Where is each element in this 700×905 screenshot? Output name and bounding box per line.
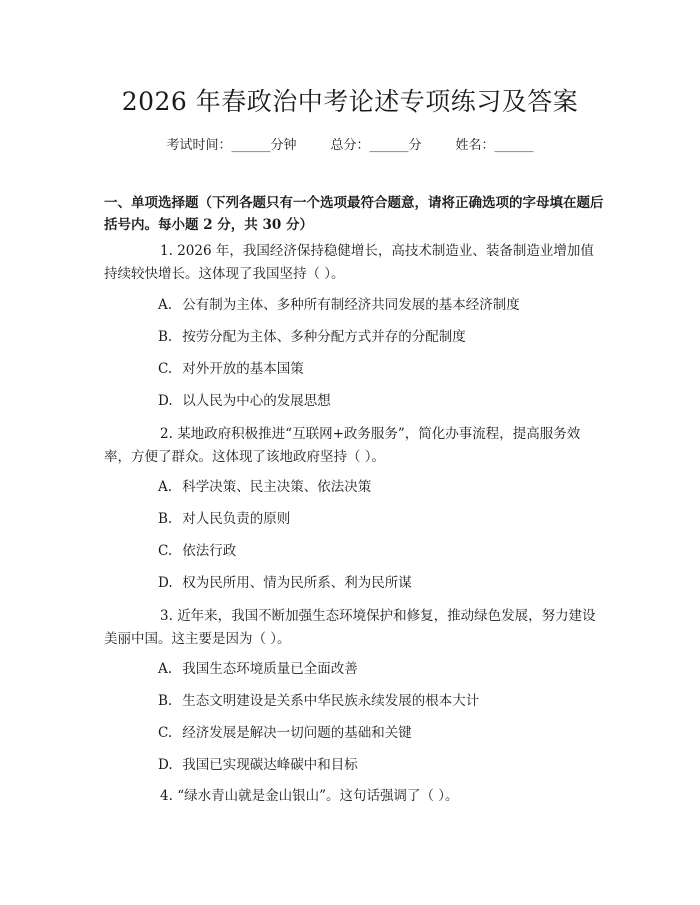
question-number: 3. bbox=[160, 608, 173, 624]
question-1-option-c bbox=[158, 359, 598, 379]
option-letter: C. bbox=[158, 725, 173, 741]
option-text: 科学决策、民主决策、依法决策 bbox=[182, 479, 372, 495]
option-text: 对人民负责的原则 bbox=[182, 511, 291, 527]
option-letter: B. bbox=[158, 693, 173, 709]
question-text: 2026 年，我国经济保持稳健增长，高技术制造业、装备制造业增加值持续较快增长。这体现了我国坚持（ ）。 bbox=[104, 243, 594, 282]
option-letter: A. bbox=[158, 661, 173, 677]
question-number: 2. bbox=[160, 426, 173, 442]
question-2 bbox=[104, 423, 600, 469]
question-3 bbox=[104, 605, 600, 651]
exam-name-label: 姓名：______ bbox=[455, 138, 534, 153]
exam-time-label: 考试时间：______分钟 bbox=[166, 138, 297, 153]
question-text: “绿水青山就是金山银山”。这句话强调了（ ）。 bbox=[177, 788, 459, 804]
option-letter: B. bbox=[158, 329, 173, 345]
document-title: 2026 年春政治中考论述专项练习及答案 bbox=[121, 87, 579, 116]
option-text: 以人民为中心的发展思想 bbox=[182, 393, 331, 409]
question-2-option-c bbox=[158, 541, 598, 561]
question-1-option-a bbox=[158, 295, 598, 315]
option-text: 经济发展是解决一切问题的基础和关键 bbox=[182, 725, 412, 741]
question-2-option-b bbox=[158, 509, 598, 529]
option-letter: C. bbox=[158, 361, 173, 377]
option-text: 对外开放的基本国策 bbox=[182, 361, 304, 377]
question-text: 近年来，我国不断加强生态环境保护和修复，推动绿色发展，努力建设美丽中国。这主要是因为（ ）。 bbox=[104, 608, 596, 647]
exam-score-label: 总分：______分 bbox=[330, 138, 422, 153]
option-letter: C. bbox=[158, 543, 173, 559]
question-3-option-c bbox=[158, 723, 598, 743]
question-1 bbox=[104, 240, 600, 286]
option-letter: D. bbox=[158, 575, 173, 591]
question-3-option-b bbox=[158, 691, 598, 711]
option-text: 生态文明建设是关系中华民族永续发展的根本大计 bbox=[182, 693, 480, 709]
exam-info bbox=[0, 134, 700, 153]
option-letter: A. bbox=[158, 297, 173, 313]
option-letter: D. bbox=[158, 393, 173, 409]
question-3-option-a bbox=[158, 659, 598, 679]
option-text: 我国生态环境质量已全面改善 bbox=[182, 661, 358, 677]
option-text: 公有制为主体、多种所有制经济共同发展的基本经济制度 bbox=[182, 297, 520, 313]
question-3-option-d bbox=[158, 755, 598, 775]
question-4 bbox=[104, 785, 600, 808]
question-1-option-b bbox=[158, 327, 598, 347]
option-text: 依法行政 bbox=[182, 543, 237, 559]
question-text: 某地政府积极推进“互联网+政务服务”，简化办事流程，提高服务效率，方便了群众。这体现了该地政府坚持（ ）。 bbox=[104, 426, 581, 465]
option-text: 按劳分配为主体、多种分配方式并存的分配制度 bbox=[182, 329, 466, 345]
question-2-option-d bbox=[158, 573, 598, 593]
question-1-option-d bbox=[158, 391, 598, 411]
question-2-option-a bbox=[158, 477, 598, 497]
option-letter: D. bbox=[158, 757, 173, 773]
option-letter: B. bbox=[158, 511, 173, 527]
option-letter: A. bbox=[158, 479, 173, 495]
section-heading: 一、单项选择题（下列各题只有一个选项最符合题意，请将正确选项的字母填在题后括号内。每小题 2 分，共 30 分） bbox=[104, 195, 604, 233]
question-number: 1. bbox=[160, 243, 173, 259]
option-text: 权为民所用、情为民所系、利为民所谋 bbox=[182, 575, 412, 591]
option-text: 我国已实现碳达峰碳中和目标 bbox=[182, 757, 358, 773]
question-number: 4. bbox=[160, 788, 173, 804]
